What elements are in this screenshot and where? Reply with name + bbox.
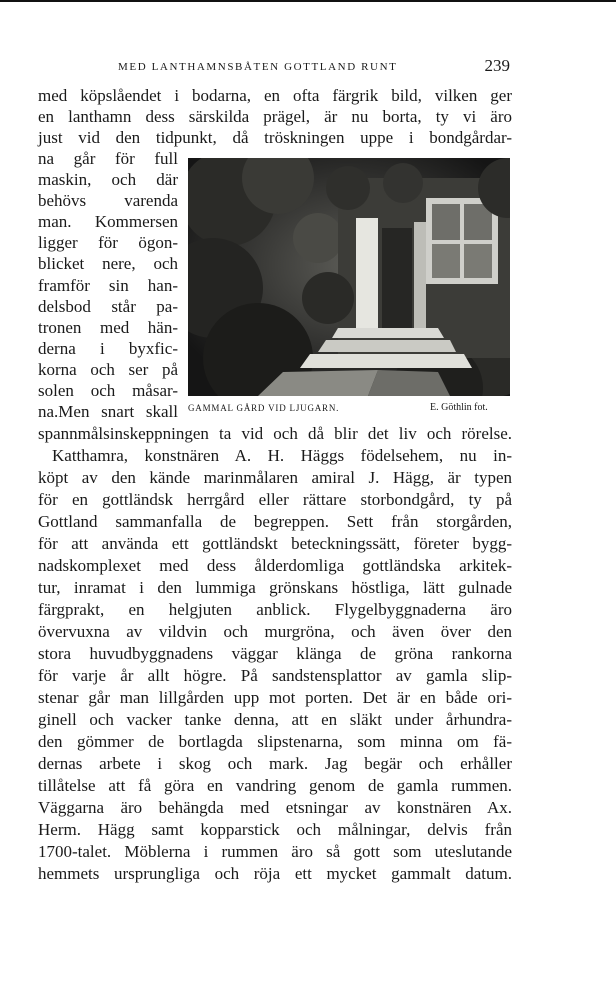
text-line: delsbod står pa-	[38, 297, 178, 316]
text-line: 1700-talet. Möblerna i rummen äro så gott som uteslutande	[38, 842, 512, 861]
text-line: övervuxna av vildvin och murgröna, och även över den	[38, 622, 512, 641]
text-line: framför sin han-	[38, 276, 178, 295]
photo-credit: E. Göthlin fot.	[430, 402, 488, 413]
text-line: tronen med hän-	[38, 318, 178, 337]
text-line: maskin, och där	[38, 170, 178, 189]
page-header	[38, 56, 512, 80]
text-line: stenar går man lillgården upp mot porten. Det är en både ori-	[38, 688, 512, 707]
text-line: färgprakt, en helgjuten anblick. Flygelbyggnaderna äro	[38, 600, 512, 619]
text-line: just vid den tidpunkt, då tröskningen uppe i bondgårdar-	[38, 128, 512, 147]
text-line: ligger för ögon-	[38, 233, 178, 252]
photo-caption: GAMMAL GÅRD VID LJUGARN.	[188, 403, 340, 413]
text-line: Herm. Hägg samt kopparstick och målningar, delvis från	[38, 820, 512, 839]
text-line: behövs varenda	[38, 191, 178, 210]
text-line: tur, inramat i den lummiga grönskans höstliga, lätt gulnade	[38, 578, 512, 597]
text-line: korna och ser på	[38, 360, 178, 379]
text-line: den gömmer de bortlagda slipstenarna, som minna om fä-	[38, 732, 512, 751]
text-line: blicket nere, och	[38, 254, 178, 273]
text-line: en lanthamn dess särskilda prägel, är nu borta, ty vi äro	[38, 107, 512, 126]
text-line: stora huvudbyggnadens väggar klänga de gröna rankorna	[38, 644, 512, 663]
text-line: ginell och vacker tanke denna, att en släkt under århundra-	[38, 710, 512, 729]
text-line: man. Kommersen	[38, 212, 178, 231]
text-line: för en gottländsk herrgård eller rättare storbondgård, ty på	[38, 490, 512, 509]
text-line: Gottland sammanfalla de begreppen. Sett från storgården,	[38, 512, 512, 531]
text-line: na går för full	[38, 149, 178, 168]
text-line: tillåtelse att få göra en vandring genom de gamla rummen.	[38, 776, 512, 795]
text-line: dernas arbete i skog och mark. Jag begär och erhåller	[38, 754, 512, 773]
text-line: för varje år allt högre. På sandstensplattor av gamla slip-	[38, 666, 512, 685]
text-line: solen och måsar-	[38, 381, 178, 400]
text-line: med köpslåendet i bodarna, en ofta färgrik bild, vilken ger	[38, 86, 512, 105]
text-line: köpt av den kände marinmålaren amiral J. Hägg, är typen	[38, 468, 512, 487]
page-top-rule	[0, 0, 616, 2]
photograph-old-farm	[188, 158, 510, 396]
text-line: nadskomplexet med dess ålderdomliga gottländska arkitek-	[38, 556, 512, 575]
text-line: Katthamra, konstnären A. H. Häggs födelsehem, nu in-	[52, 446, 512, 465]
text-line: spannmålsinskeppningen ta vid och då blir det liv och rörelse.	[38, 424, 512, 443]
running-title: MED LANTHAMNSBÅTEN GOTTLAND RUNT	[118, 61, 398, 73]
photograph-illustration	[188, 158, 510, 396]
text-line: Väggarna äro behängda med etsningar av konstnären Ax.	[38, 798, 512, 817]
text-line: för att använda ett gottländskt beteckningssätt, företer bygg-	[38, 534, 512, 553]
text-line: derna i byxfic-	[38, 339, 178, 358]
text-line: na.Men snart skall	[38, 402, 178, 421]
page-number: 239	[484, 56, 510, 75]
text-line: hemmets ursprungliga och röja ett mycket gammalt datum.	[38, 864, 512, 883]
